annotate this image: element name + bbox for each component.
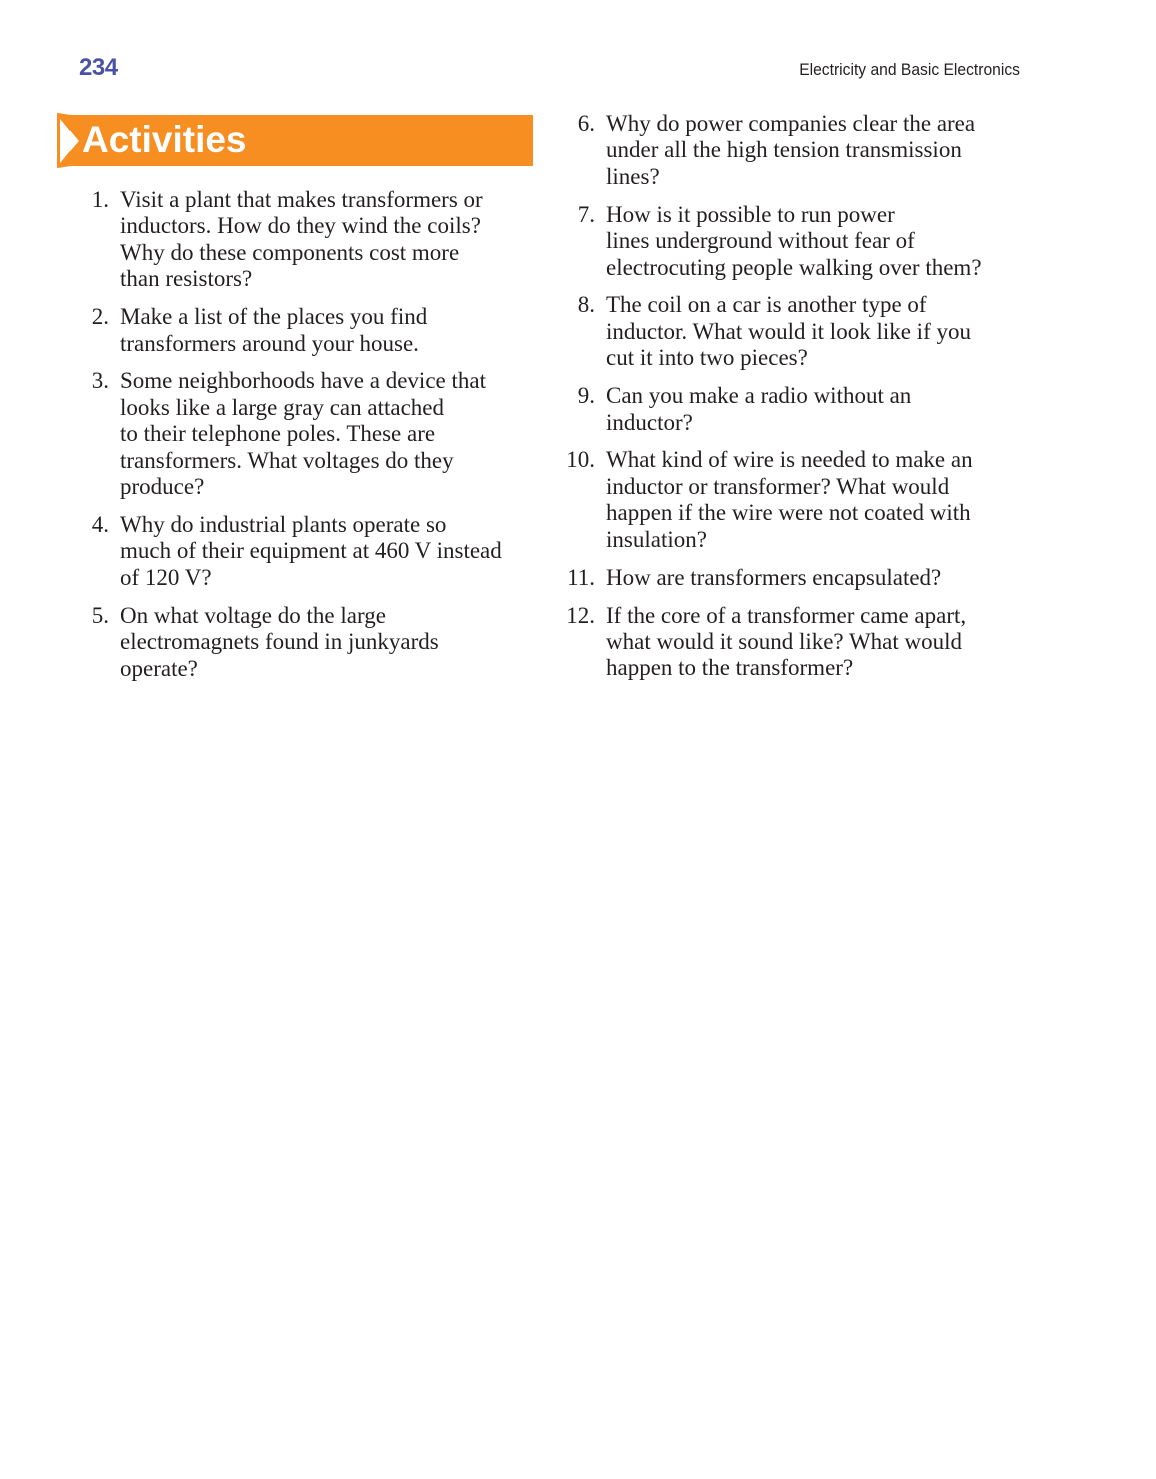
item-text-line: insulation? — [606, 526, 707, 552]
activity-item — [566, 447, 982, 553]
running-title: Electricity and Basic Electronics — [799, 60, 1020, 79]
item-text-line: inductor. What would it look like if you — [606, 318, 971, 344]
item-number: 2. — [91, 304, 109, 330]
activity-item — [80, 187, 502, 293]
activity-item — [566, 202, 982, 281]
item-text-line: What kind of wire is needed to make an — [606, 447, 973, 473]
activity-item — [80, 512, 502, 591]
activity-item — [80, 368, 502, 500]
item-text-line: produce? — [120, 474, 205, 500]
item-number: 10. — [566, 447, 595, 473]
item-number: 1. — [91, 187, 109, 212]
item-number: 11. — [567, 564, 595, 590]
activities-list-left — [80, 187, 502, 693]
activity-item — [80, 603, 502, 682]
activity-item — [566, 111, 982, 190]
activity-item — [566, 292, 982, 371]
item-text-line: inductor? — [606, 409, 693, 435]
item-text-line: operate? — [120, 655, 198, 681]
item-text-line: what would it sound like? What would — [606, 628, 963, 654]
item-text-line: lines? — [606, 163, 660, 189]
activity-item — [80, 304, 502, 357]
item-text-line: Why do industrial plants operate so — [120, 511, 447, 537]
item-number: 6. — [577, 111, 595, 136]
item-text-line: On what voltage do the large — [120, 602, 386, 628]
section-title: Activities — [82, 119, 247, 160]
item-text-line: much of their equipment at 460 V instead — [120, 538, 502, 564]
item-text-line: The coil on a car is another type of — [606, 292, 927, 318]
item-number: 5. — [91, 602, 109, 628]
item-text-line: than resistors? — [120, 266, 253, 292]
item-text-line: happen to the transformer? — [606, 655, 854, 681]
item-number: 7. — [577, 201, 595, 227]
item-text-line: electrocuting people walking over them? — [606, 254, 982, 280]
item-number: 4. — [91, 511, 109, 537]
item-text-line: lines underground without fear of — [606, 228, 915, 254]
item-text-line: transformers. What voltages do they — [120, 447, 454, 473]
item-text-line: If the core of a transformer came apart, — [606, 602, 967, 628]
item-text-line: How is it possible to run power — [606, 201, 895, 227]
item-text-line: to their telephone poles. These are — [120, 421, 436, 447]
page-number: 234 — [79, 54, 118, 81]
activity-item — [566, 383, 982, 436]
item-number: 8. — [577, 292, 595, 318]
item-text-line: electromagnets found in junkyards — [120, 629, 439, 655]
item-text-line: How are transformers encapsulated? — [606, 564, 942, 590]
item-number: 12. — [566, 602, 595, 628]
item-text-line: Visit a plant that makes transformers or — [120, 187, 483, 212]
item-text-line: happen if the wire were not coated with — [606, 500, 971, 526]
item-text-line: Can you make a radio without an — [606, 383, 912, 409]
item-text-line: of 120 V? — [120, 564, 212, 590]
section-banner — [57, 113, 533, 168]
item-text-line: inductor or transformer? What would — [606, 473, 950, 499]
activities-list-right — [566, 111, 982, 693]
item-text-line: looks like a large gray can attached — [120, 394, 444, 420]
item-text-line: Why do these components cost more — [120, 239, 460, 265]
item-text-line: cut it into two pieces? — [606, 345, 808, 371]
item-text-line: Why do power companies clear the area — [606, 111, 976, 136]
item-text-line: Some neighborhoods have a device that — [120, 368, 486, 394]
item-text-line: inductors. How do they wind the coils? — [120, 213, 481, 239]
item-text-line: Make a list of the places you find — [120, 304, 428, 330]
item-text-line: transformers around your house. — [120, 330, 419, 356]
activity-item — [566, 603, 982, 682]
activity-item — [566, 565, 982, 591]
item-number: 3. — [91, 368, 109, 394]
item-text-line: under all the high tension transmission — [606, 137, 962, 163]
item-number: 9. — [577, 383, 595, 409]
